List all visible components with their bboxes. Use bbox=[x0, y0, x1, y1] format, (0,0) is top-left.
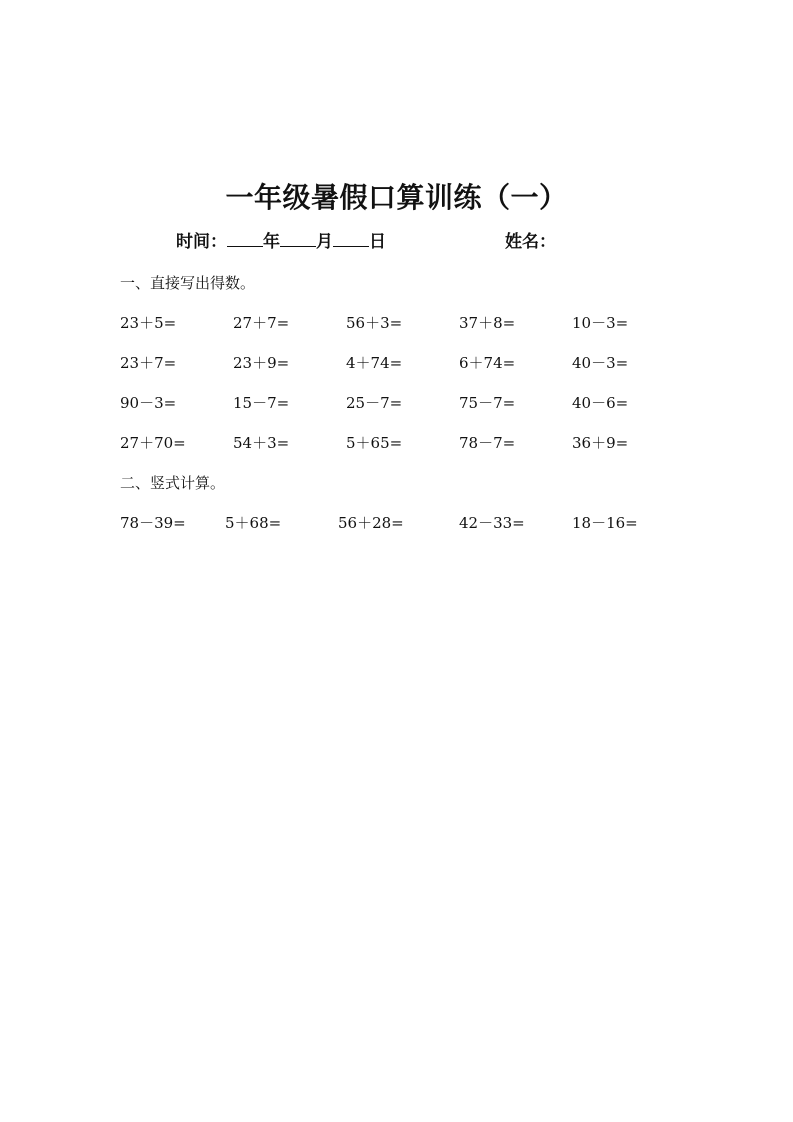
problem-row bbox=[0, 351, 793, 375]
problem-row bbox=[0, 431, 793, 455]
vertical-problem-row bbox=[0, 511, 793, 535]
day-blank bbox=[333, 228, 369, 247]
month-blank bbox=[280, 228, 316, 247]
problem: 78－7= bbox=[459, 434, 516, 452]
problem: 25－7= bbox=[346, 394, 403, 412]
problem: 27＋70= bbox=[120, 434, 186, 452]
problem: 40－3= bbox=[572, 354, 629, 372]
problem: 27＋7= bbox=[233, 314, 290, 332]
section-heading-vertical-calculation: 二、竖式计算。 bbox=[120, 474, 226, 492]
year-label: 年 bbox=[263, 232, 280, 252]
vertical-problem: 18－16= bbox=[572, 514, 638, 532]
problem: 5＋65= bbox=[346, 434, 403, 452]
problem: 23＋5= bbox=[120, 314, 177, 332]
problem: 23＋7= bbox=[120, 354, 177, 372]
problem: 75－7= bbox=[459, 394, 516, 412]
problem: 4＋74= bbox=[346, 354, 403, 372]
problem-row bbox=[0, 391, 793, 415]
vertical-problem: 42－33= bbox=[459, 514, 525, 532]
problem: 6＋74= bbox=[459, 354, 516, 372]
vertical-problem: 78－39= bbox=[120, 514, 186, 532]
day-label: 日 bbox=[369, 232, 386, 252]
problem: 36＋9= bbox=[572, 434, 629, 452]
year-blank bbox=[227, 228, 263, 247]
problem: 37＋8= bbox=[459, 314, 516, 332]
vertical-problem: 56＋28= bbox=[338, 514, 404, 532]
problem: 15－7= bbox=[233, 394, 290, 412]
problem: 40－6= bbox=[572, 394, 629, 412]
page-title: 一年级暑假口算训练（一） bbox=[225, 181, 568, 214]
time-label: 时间： bbox=[176, 232, 227, 252]
problem: 23＋9= bbox=[233, 354, 290, 372]
section-heading-mental-math: 一、直接写出得数。 bbox=[120, 274, 256, 292]
problem: 54＋3= bbox=[233, 434, 290, 452]
month-label: 月 bbox=[316, 232, 333, 252]
vertical-problem: 5＋68= bbox=[225, 514, 282, 532]
problem: 56＋3= bbox=[346, 314, 403, 332]
name-label: 姓名： bbox=[505, 232, 556, 252]
name-field bbox=[505, 228, 556, 256]
problem-row bbox=[0, 311, 793, 335]
problem: 10－3= bbox=[572, 314, 629, 332]
date-field bbox=[176, 228, 386, 256]
problem: 90－3= bbox=[120, 394, 177, 412]
